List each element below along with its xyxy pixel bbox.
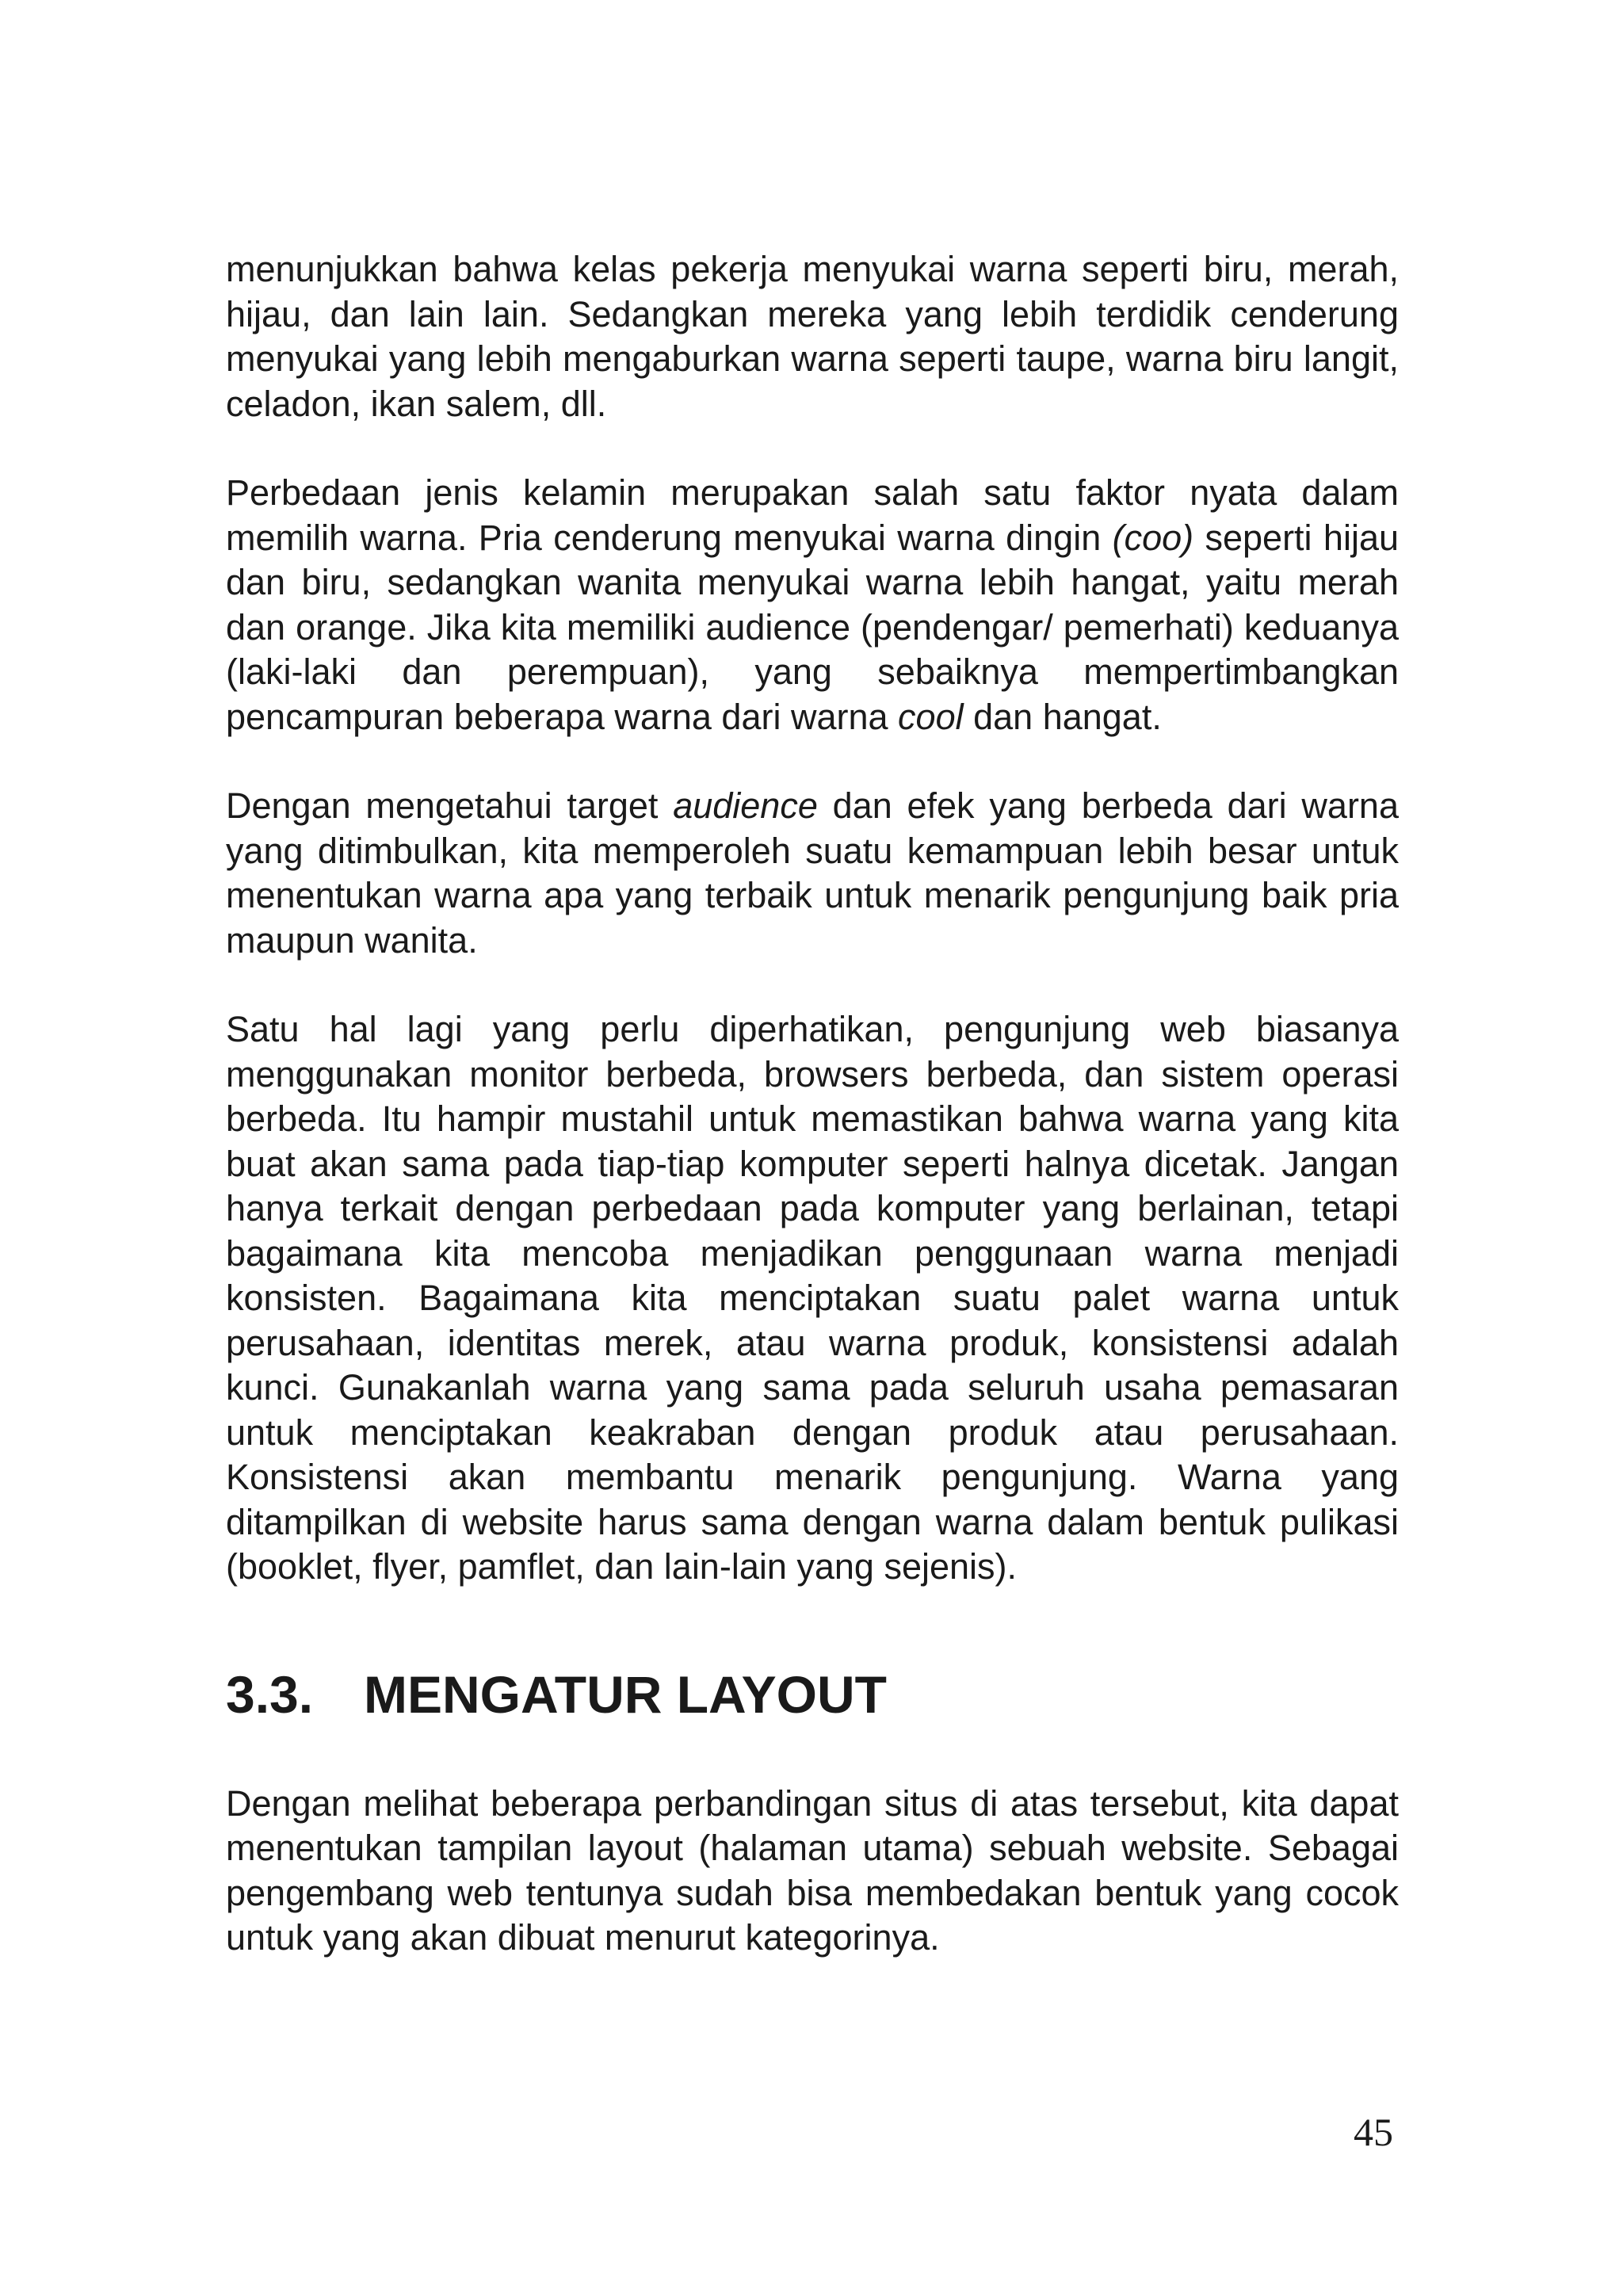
- paragraph-color-consistency: [226, 1007, 1399, 1590]
- page-body: [226, 247, 1399, 2005]
- paragraph-text: dan efek yang berbeda dari warna yang ditimbulkan, kita memperoleh suatu kemampuan lebih besar untuk menentukan warna apa yang terbaik untuk menarik pengunjung baik pria maupun wanita.: [226, 785, 1399, 961]
- section-heading: [226, 1663, 1399, 1726]
- section-number: 3.3.: [226, 1664, 314, 1724]
- italic-term-coo: (coo): [1112, 517, 1194, 558]
- paragraph-text: Dengan melihat beberapa perbandingan situs di atas tersebut, kita dapat menentukan tampilan layout (halaman utama) sebuah website. Sebagai pengembang web tentunya sudah bisa membedakan bentuk yang cocok untuk yang akan dibuat menurut kategorinya.: [226, 1782, 1399, 1958]
- paragraph-gender-color-preference: [226, 471, 1399, 739]
- paragraph-text: menunjukkan bahwa kelas pekerja menyukai warna seperti biru, merah, hijau, dan lain lain. Sedangkan mereka yang lebih terdidik cenderung menyukai yang lebih mengaburkan warna seperti taupe, warna biru langit, celadon, ikan salem, dll.: [226, 249, 1399, 424]
- paragraph-color-class-preference: [226, 247, 1399, 426]
- paragraph-text: dan hangat.: [963, 696, 1162, 737]
- paragraph-text: Satu hal lagi yang perlu diperhatikan, pengunjung web biasanya menggunakan monitor berbeda, browsers berbeda, dan sistem operasi berbeda. Itu hampir mustahil untuk memastikan bahwa warna yang kita buat akan sama pada tiap-tiap komputer seperti halnya dicetak. Jangan hanya terkait dengan perbedaan pada komputer yang berlainan, tetapi bagaimana kita mencoba menjadikan penggunaan warna menjadi konsisten. Bagaimana kita menciptakan suatu palet warna untuk perusahaan, identitas merek, atau warna produk, konsistensi adalah kunci. Gunakanlah warna yang sama pada seluruh usaha pemasaran untuk menciptakan keakraban dengan produk atau perusahaan. Konsistensi akan membantu menarik pengunjung. Warna yang ditampilkan di website harus sama dengan warna dalam bentuk pulikasi (booklet, flyer, pamflet, dan lain-lain yang sejenis).: [226, 1009, 1399, 1587]
- italic-term-cool: cool: [898, 696, 964, 737]
- page-number: 45: [1354, 2110, 1393, 2154]
- paragraph-target-audience: [226, 784, 1399, 963]
- paragraph-text: Dengan mengetahui target: [226, 785, 674, 826]
- paragraph-text: seperti hijau dan biru, sedangkan wanita menyukai warna lebih hangat, yaitu merah dan orange. Jika kita memiliki audience (pendengar/ pemerhati) keduanya (laki-laki dan perempuan), yang sebaiknya mempertimbangkan pencampuran beberapa warna dari warna: [226, 517, 1399, 737]
- paragraph-text: Perbedaan jenis kelamin merupakan salah satu faktor nyata dalam memilih warna. Pria cenderung menyukai warna dingin: [226, 472, 1399, 558]
- italic-term-audience: audience: [673, 785, 818, 826]
- section-title: MENGATUR LAYOUT: [364, 1664, 887, 1724]
- paragraph-layout-intro: [226, 1782, 1399, 1961]
